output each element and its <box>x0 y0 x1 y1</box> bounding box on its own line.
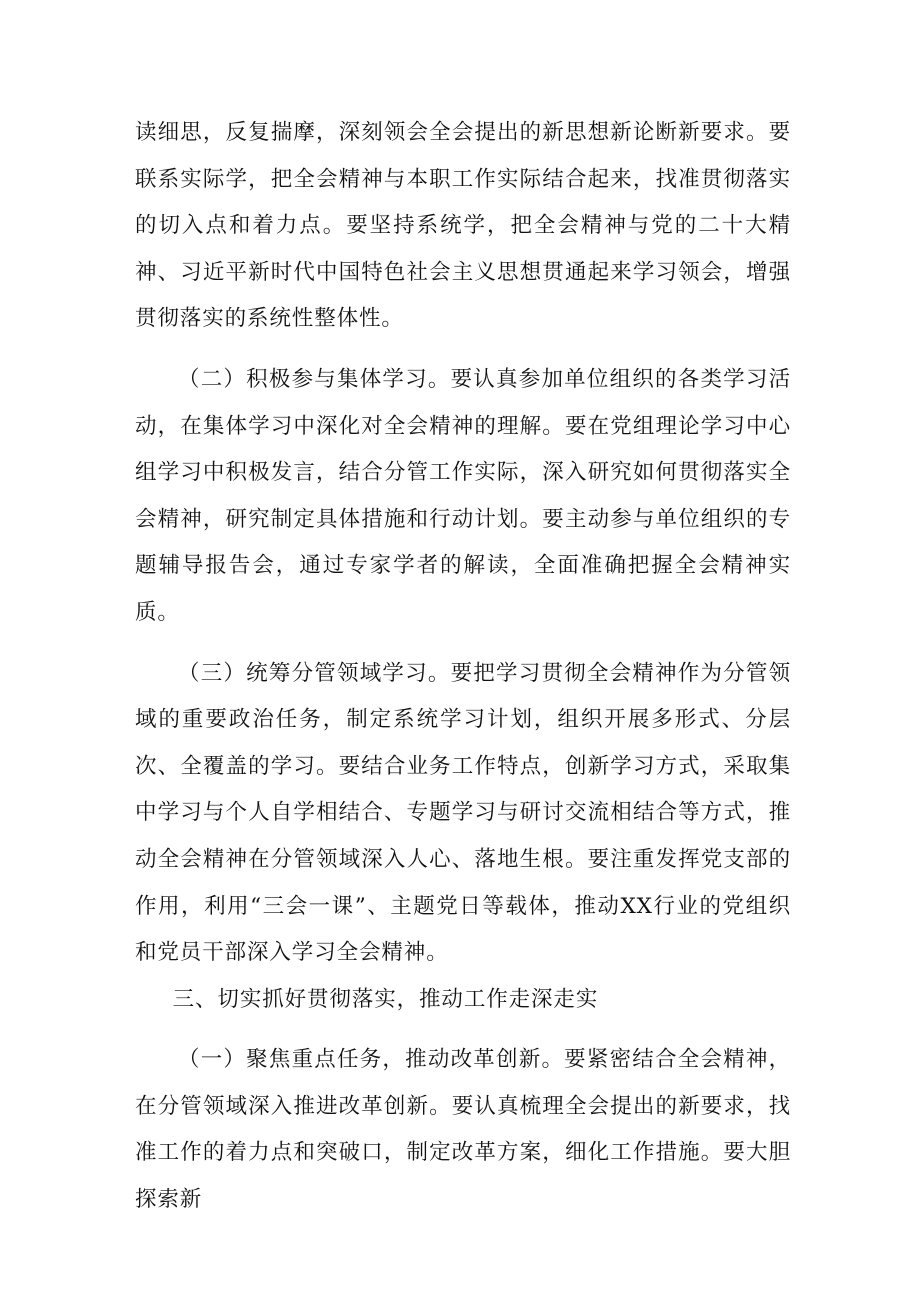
paragraph-collective-study: （二）积极参与集体学习。要认真参加单位组织的各类学习活动，在集体学习中深化对全会精神的理解。要在党组理论学习中心组学习中积极发言，结合分管工作实际，深入研究如何贯彻落实全会精神，研究制定具体措施和行动计划。要主动参与单位组织的专题辅导报告会，通过专家学者的解读，全面准确把握全会精神实质。 <box>135 366 791 625</box>
section-heading: 三、切实抓好贯彻落实，推动工作走深走实 <box>172 986 599 1012</box>
document-body <box>135 110 791 1224</box>
paragraph-reform-innovation: （一）聚焦重点任务，推动改革创新。要紧密结合全会精神，在分管领域深入推进改革创新。要认真梳理全会提出的新要求，找准工作的着力点和突破口，制定改革方案，细化工作措施。要大胆探索新 <box>135 1047 791 1213</box>
paragraph-continuation: 读细思，反复揣摩，深刻领会全会提出的新思想新论断新要求。要联系实际学，把全会精神与本职工作实际结合起来，找准贯彻落实的切入点和着力点。要坚持系统学，把全会精神与党的二十大精神、习近平新时代中国特色社会主义思想贯通起来学习领会，增强贯彻落实的系统性整体性。 <box>135 120 791 332</box>
paragraph-domain-study: （三）统筹分管领域学习。要把学习贯彻全会精神作为分管领域的重要政治任务，制定系统学习计划，组织开展多形式、分层次、全覆盖的学习。要结合业务工作特点，创新学习方式，采取集中学习与个人自学相结合、专题学习与研讨交流相结合等方式，推动全会精神在分管领域深入人心、落地生根。要注重发挥党支部的作用，利用“三会一课”、主题党日等载体，推动XX行业的党组织和党员干部深入学习全会精神。 <box>135 660 791 966</box>
